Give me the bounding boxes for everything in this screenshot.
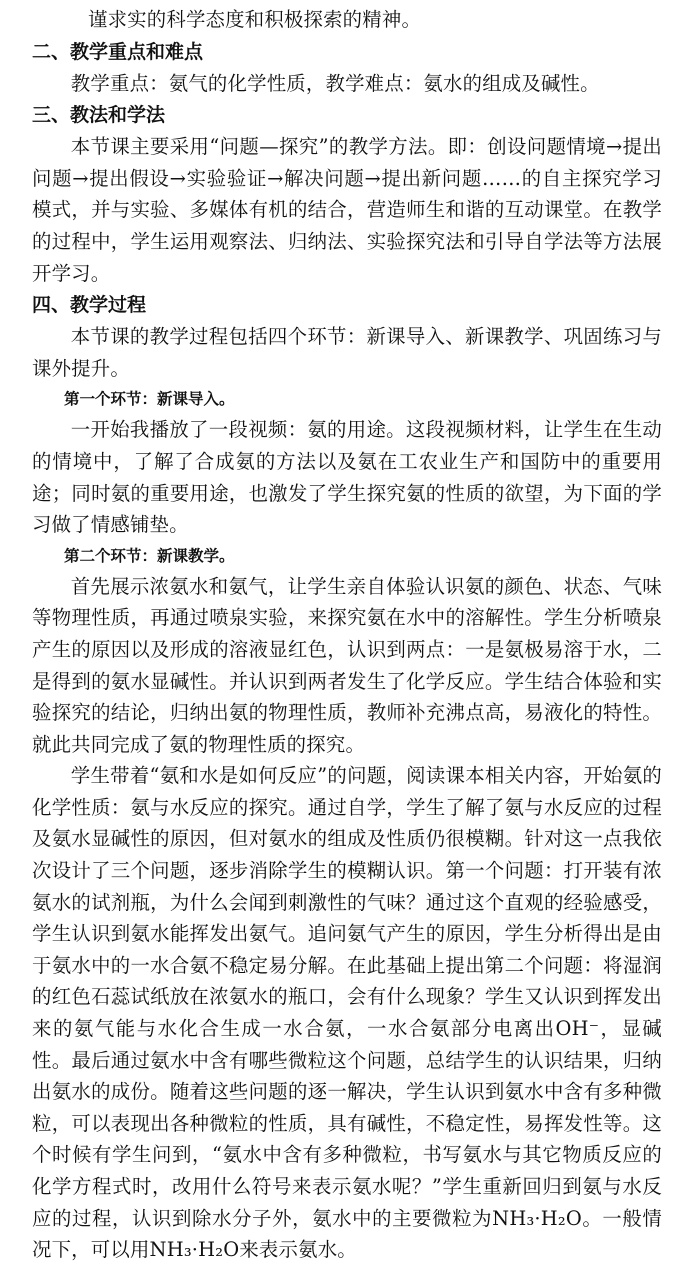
paragraph-process-intro: 本节课的教学过程包括四个环节：新课导入、新课教学、巩固练习与课外提升。 — [32, 325, 662, 380]
paragraph-continuation: 谨求实的科学态度和积极探索的精神。 — [88, 8, 422, 31]
subheading-stage-2: 第二个环节：新课教学。 — [64, 546, 235, 565]
paragraph-stage-2-physical: 首先展示浓氨水和氨气，让学生亲自体验认识氨的颜色、状态、气味等物理性质，再通过喷泉实验，来探究氨在水中的溶解性。学生分析喷泉产生的原因以及形成的溶液显红色，认识到两点：一是氨极易溶于水，二是得到的氨水显碱性。并认识到两者发生了化学反应。学生结合体验和实验探究的结论，归纳出氨的物理性质，教师补充沸点高，易液化的特性。就此共同完成了氨的物理性质的探究。 — [32, 574, 662, 756]
subheading-stage-1: 第一个环节：新课导入。 — [64, 390, 235, 409]
section-heading-2: 二、教学重点和难点 — [32, 40, 204, 63]
section-heading-4: 四、教学过程 — [32, 294, 147, 317]
section-heading-3: 三、教法和学法 — [32, 104, 166, 127]
paragraph-teaching-methods: 本节课主要采用“问题—探究”的教学方法。即：创设问题情境→提出问题→提出假设→实验验证→解决问题→提出新问题……的自主探究学习模式，并与实验、多媒体有机的结合，营造师生和谐的互动课堂。在教学的过程中，学生运用观察法、归纳法、实验探究法和引导自学法等方法展开学习。 — [32, 135, 662, 285]
paragraph-stage-2-chemical: 学生带着“氨和水是如何反应”的问题，阅读课本相关内容，开始氨的化学性质：氨与水反应的探究。通过自学，学生了解了氨与水反应的过程及氨水显碱性的原因，但对氨水的组成及性质仍很模糊。针对这一点我依次设计了三个问题，逐步消除学生的模糊认识。第一个问题：打开装有浓氨水的试剂瓶，为什么会闻到刺激性的气味？通过这个直观的经验感受，学生认识到氨水能挥发出氨气。追问氨气产生的原因，学生分析得出是由于氨水中的一水合氨不稳定易分解。在此基础上提出第二个问题：将湿润的红色石蕊试纸放在浓氨水的瓶口，会有什么现象？学生又认识到挥发出来的氨气能与水化合生成一水合氨，一水合氨部分电离出OH⁻，显碱性。最后通过氨水中含有哪些微粒这个问题，总结学生的认识结果，归纳出氨水的成份。随着这些问题的逐一解决，学生认识到氨水中含有多种微粒，可以表现出各种微粒的性质，具有碱性，不稳定性，易挥发性等。这个时候有学生问到，“氨水中含有多种微粒，书写氨水与其它物质反应的化学方程式时，改用什么符号来表示氨水呢？”学生重新回归到氨与水反应的过程，认识到除水分子外，氨水中的主要微粒为NH₃·H₂O。一般情况下，可以用NH₃·H₂O来表示氨水。 — [32, 764, 662, 1262]
paragraph-key-points: 教学重点：氨气的化学性质，教学难点：氨水的组成及碱性。 — [70, 71, 600, 95]
paragraph-stage-1: 一开始我播放了一段视频：氨的用途。这段视频材料，让学生在生动的情境中，了解了合成氨的方法以及氨在工农业生产和国防中的重要用途；同时氨的重要用途，也激发了学生探究氨的性质的欲望，为下面的学习做了情感铺垫。 — [32, 418, 662, 537]
